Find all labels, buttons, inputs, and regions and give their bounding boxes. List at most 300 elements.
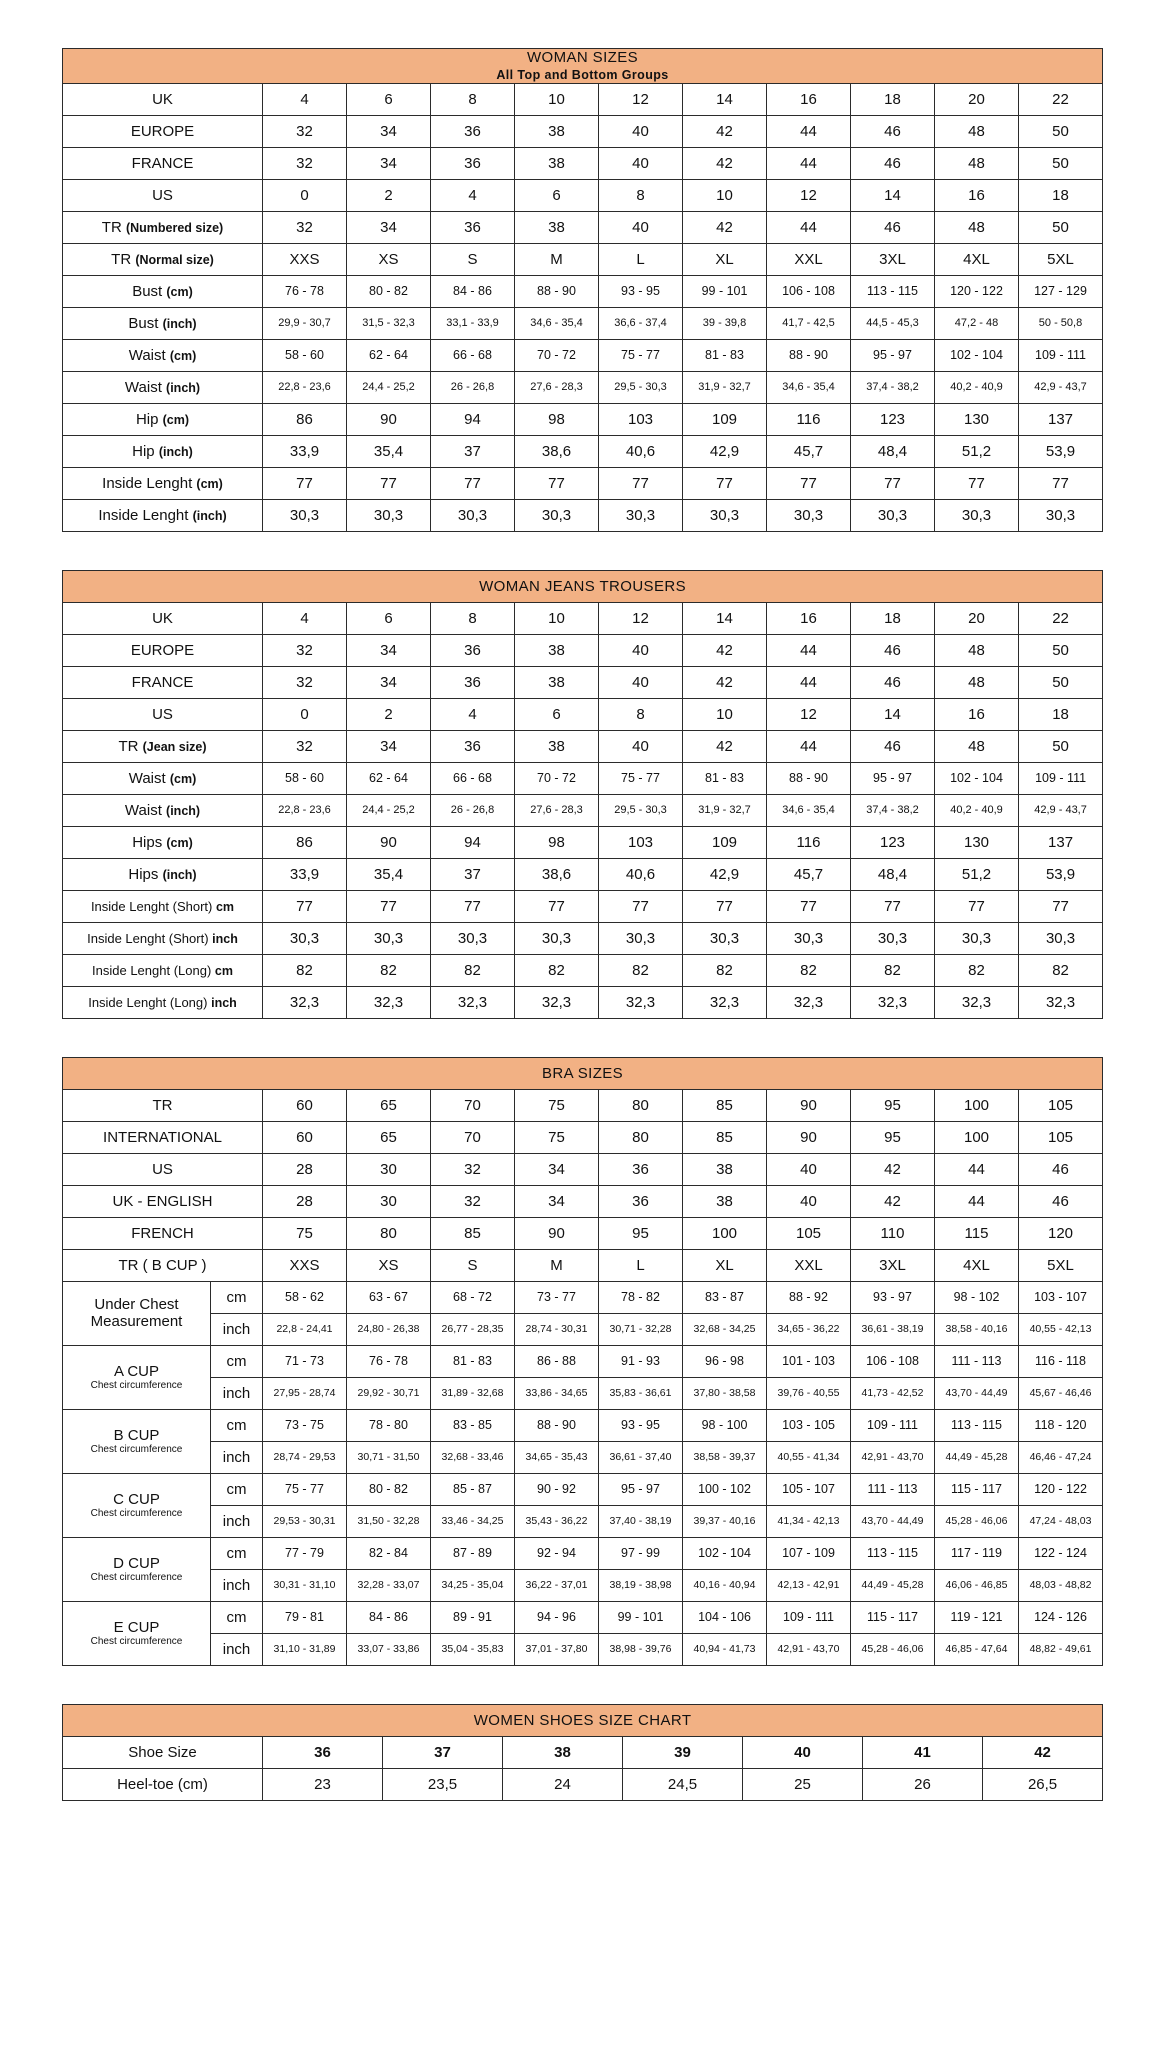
cell: 48 — [935, 147, 1019, 179]
cell: 109 - 111 — [1019, 762, 1103, 794]
cell: 40 — [599, 147, 683, 179]
label-text: A CUP — [113, 1363, 159, 1381]
cell: 77 — [347, 467, 431, 499]
label-subtext: (Normal size) — [135, 252, 214, 267]
cell: 36 — [599, 1185, 683, 1217]
row-label-europe — [63, 634, 263, 666]
cell: 113 - 115 — [851, 1537, 935, 1569]
cell: 80 — [599, 1121, 683, 1153]
cell: 4XL — [935, 1249, 1019, 1281]
cell: 93 - 95 — [599, 1409, 683, 1441]
cell: 47,2 - 48 — [935, 307, 1019, 339]
cell: 10 — [515, 83, 599, 115]
table-row — [63, 371, 1103, 403]
cell: 42 — [683, 147, 767, 179]
cell: 30,3 — [263, 499, 347, 531]
row-label-b-cup — [63, 1409, 211, 1473]
cell: 77 — [431, 467, 515, 499]
unit-inch: inch — [211, 1633, 263, 1665]
cell: 38,6 — [515, 858, 599, 890]
cell: 36,22 - 37,01 — [515, 1569, 599, 1601]
cell: 48,4 — [851, 435, 935, 467]
cell: 130 — [935, 403, 1019, 435]
cell: 40 — [599, 666, 683, 698]
cell: 30,3 — [515, 922, 599, 954]
cell: 30 — [347, 1153, 431, 1185]
cell: 36,6 - 37,4 — [599, 307, 683, 339]
cell: 23,5 — [383, 1768, 503, 1800]
cell: 120 — [1019, 1217, 1103, 1249]
cell: 122 - 124 — [1019, 1537, 1103, 1569]
label-subtext: Chest circumference — [90, 1636, 183, 1648]
cell: 86 — [263, 826, 347, 858]
label-text: Bust — [132, 282, 163, 300]
cell: L — [599, 1249, 683, 1281]
cell: 41,7 - 42,5 — [767, 307, 851, 339]
label-unit: (cm) — [162, 412, 190, 427]
table-row — [63, 1249, 1103, 1281]
cell: 32,3 — [767, 986, 851, 1018]
woman-sizes-table — [62, 48, 1103, 532]
cell: 6 — [347, 602, 431, 634]
cell: 28,74 - 30,31 — [515, 1313, 599, 1345]
cell: 78 - 82 — [599, 1281, 683, 1313]
cell: 36 — [431, 115, 515, 147]
cell: 78 - 80 — [347, 1409, 431, 1441]
cell: 77 — [1019, 890, 1103, 922]
cell: 98 — [515, 826, 599, 858]
cell: 81 - 83 — [683, 339, 767, 371]
unit-inch: inch — [211, 1313, 263, 1345]
cell: 16 — [935, 179, 1019, 211]
cell: 4 — [263, 602, 347, 634]
cell: 87 - 89 — [431, 1537, 515, 1569]
cell: 30,3 — [599, 499, 683, 531]
row-label-inside-short-cm — [63, 890, 263, 922]
cell: 25 — [743, 1768, 863, 1800]
row-label-uk — [63, 83, 263, 115]
women-shoes-table — [62, 1704, 1103, 1801]
cell: 44 — [935, 1185, 1019, 1217]
table-row — [63, 307, 1103, 339]
row-label-waist-cm — [63, 339, 263, 371]
cell: 84 - 86 — [431, 275, 515, 307]
cell: 34,6 - 35,4 — [515, 307, 599, 339]
cell: 41,34 - 42,13 — [767, 1505, 851, 1537]
cell: 75 - 77 — [599, 339, 683, 371]
cell: 82 — [599, 954, 683, 986]
cell: XL — [683, 243, 767, 275]
cell: 105 — [1019, 1121, 1103, 1153]
cell: 48 — [935, 730, 1019, 762]
cell: 44 — [767, 730, 851, 762]
cell: 107 - 109 — [767, 1537, 851, 1569]
cell: 42 — [683, 666, 767, 698]
cell: 44,49 - 45,28 — [935, 1441, 1019, 1473]
cell: 120 - 122 — [1019, 1473, 1103, 1505]
cell: 85 - 87 — [431, 1473, 515, 1505]
cell: 26,5 — [983, 1768, 1103, 1800]
cell: 40,6 — [599, 435, 683, 467]
label-text: Waist — [128, 346, 166, 364]
cell: 53,9 — [1019, 435, 1103, 467]
label-text: Waist — [128, 769, 166, 787]
cell: 33,9 — [263, 858, 347, 890]
cell: 48,4 — [851, 858, 935, 890]
cell: 51,2 — [935, 435, 1019, 467]
cell: 137 — [1019, 826, 1103, 858]
row-label-france — [63, 666, 263, 698]
cell: 77 — [851, 467, 935, 499]
cell: L — [599, 243, 683, 275]
cell: 24 — [503, 1768, 623, 1800]
table-row — [63, 467, 1103, 499]
cell: 63 - 67 — [347, 1281, 431, 1313]
cell: 83 - 85 — [431, 1409, 515, 1441]
cell: 77 — [599, 467, 683, 499]
cell: 95 - 97 — [851, 762, 935, 794]
cell: 46 — [1019, 1153, 1103, 1185]
row-label-hip-inch — [63, 435, 263, 467]
cell: 14 — [851, 698, 935, 730]
label-text: Bust — [128, 314, 159, 332]
cell: 111 - 113 — [935, 1345, 1019, 1377]
label-text: D CUP — [113, 1555, 160, 1573]
cell: 2 — [347, 179, 431, 211]
cell: 31,50 - 32,28 — [347, 1505, 431, 1537]
cell: 32 — [263, 666, 347, 698]
cell: 106 - 108 — [851, 1345, 935, 1377]
cell: 82 - 84 — [347, 1537, 431, 1569]
table-row — [63, 1473, 1103, 1505]
cell: 30,3 — [347, 922, 431, 954]
cell: 80 — [599, 1089, 683, 1121]
label-text: TR — [111, 250, 132, 268]
cell: 33,86 - 34,65 — [515, 1377, 599, 1409]
cell: 30,3 — [1019, 922, 1103, 954]
cell: 36,61 - 37,40 — [599, 1441, 683, 1473]
cell: 66 - 68 — [431, 762, 515, 794]
table-row — [63, 1313, 1103, 1345]
cell: 117 - 119 — [935, 1537, 1019, 1569]
row-label-us — [63, 698, 263, 730]
label-subtext: (Numbered size) — [125, 220, 224, 235]
row-label-inside-short-inch — [63, 922, 263, 954]
label-unit: inch — [211, 995, 237, 1010]
cell: 82 — [851, 954, 935, 986]
cell: 31,9 - 32,7 — [683, 794, 767, 826]
cell: 100 — [935, 1089, 1019, 1121]
cell: 36 — [431, 666, 515, 698]
cell: 38 — [683, 1153, 767, 1185]
cell: 98 — [515, 403, 599, 435]
cell: 4XL — [935, 243, 1019, 275]
cell: 35,43 - 36,22 — [515, 1505, 599, 1537]
row-label-international: INTERNATIONAL — [63, 1121, 263, 1153]
cell: 33,9 — [263, 435, 347, 467]
cell: XXL — [767, 243, 851, 275]
cell: 18 — [851, 83, 935, 115]
cell: 60 — [263, 1121, 347, 1153]
cell: 32,3 — [347, 986, 431, 1018]
cell: 94 — [431, 826, 515, 858]
label-unit: cm — [214, 963, 233, 978]
cell: 48,82 - 49,61 — [1019, 1633, 1103, 1665]
cell: 40,6 — [599, 858, 683, 890]
cell: 38 — [515, 211, 599, 243]
table-row — [63, 403, 1103, 435]
cell: 58 - 60 — [263, 762, 347, 794]
cell: 6 — [347, 83, 431, 115]
cell: 32 — [263, 634, 347, 666]
cell: 30,3 — [431, 499, 515, 531]
cell: 75 - 77 — [599, 762, 683, 794]
cell: 91 - 93 — [599, 1345, 683, 1377]
cell: 29,5 - 30,3 — [599, 371, 683, 403]
cell: 42,9 - 43,7 — [1019, 794, 1103, 826]
cell: 77 — [767, 890, 851, 922]
table-row — [63, 602, 1103, 634]
cell: 29,53 - 30,31 — [263, 1505, 347, 1537]
cell: 34,6 - 35,4 — [767, 794, 851, 826]
cell: 24,80 - 26,38 — [347, 1313, 431, 1345]
cell: 37 — [431, 858, 515, 890]
cell: 82 — [767, 954, 851, 986]
cell: 40 — [599, 115, 683, 147]
cell: 42,9 — [683, 858, 767, 890]
label-unit: (cm) — [166, 284, 193, 299]
cell: 46 — [851, 634, 935, 666]
cell: 24,4 - 25,2 — [347, 794, 431, 826]
cell: 42,13 - 42,91 — [767, 1569, 851, 1601]
table-row — [63, 1121, 1103, 1153]
cell: 38 — [503, 1736, 623, 1768]
unit-cm: cm — [211, 1473, 263, 1505]
cell: 42 — [683, 211, 767, 243]
cell: 30,3 — [431, 922, 515, 954]
label-text: C CUP — [113, 1491, 160, 1509]
label-text: EUROPE — [130, 641, 195, 659]
cell: 44 — [767, 634, 851, 666]
row-label-europe — [63, 115, 263, 147]
cell: 38 — [515, 666, 599, 698]
cell: 81 - 83 — [431, 1345, 515, 1377]
title-text: WOMAN SIZES — [526, 49, 639, 66]
cell: 109 - 111 — [1019, 339, 1103, 371]
cell: 33,07 - 33,86 — [347, 1633, 431, 1665]
cell: 29,5 - 30,3 — [599, 794, 683, 826]
cell: 40,2 - 40,9 — [935, 371, 1019, 403]
cell: 12 — [767, 698, 851, 730]
table-row — [63, 1153, 1103, 1185]
cell: 40,94 - 41,73 — [683, 1633, 767, 1665]
table-row — [63, 83, 1103, 115]
cell: 41 — [863, 1736, 983, 1768]
cell: 38,19 - 38,98 — [599, 1569, 683, 1601]
cell: 47,24 - 48,03 — [1019, 1505, 1103, 1537]
table-title-row — [63, 1057, 1103, 1089]
cell: 28,74 - 29,53 — [263, 1441, 347, 1473]
cell: 48 — [935, 666, 1019, 698]
cell: 98 - 100 — [683, 1409, 767, 1441]
cell: 26 - 26,8 — [431, 371, 515, 403]
cell: 38 — [515, 634, 599, 666]
cell: 65 — [347, 1089, 431, 1121]
table-row — [63, 115, 1103, 147]
cell: 40,2 - 40,9 — [935, 794, 1019, 826]
cell: 53,9 — [1019, 858, 1103, 890]
cell: M — [515, 243, 599, 275]
cell: 65 — [347, 1121, 431, 1153]
cell: 88 - 90 — [767, 762, 851, 794]
label-unit: (cm) — [166, 835, 193, 850]
row-label-us: US — [63, 1153, 263, 1185]
row-label-tr-b-cup: TR ( B CUP ) — [63, 1249, 263, 1281]
cell: 31,9 - 32,7 — [683, 371, 767, 403]
label-subtext: (Jean size) — [142, 739, 207, 754]
cell: 82 — [347, 954, 431, 986]
label-unit: inch — [212, 931, 238, 946]
cell: 46,46 - 47,24 — [1019, 1441, 1103, 1473]
cell: 50 — [1019, 730, 1103, 762]
cell: 5XL — [1019, 243, 1103, 275]
cell: 102 - 104 — [683, 1537, 767, 1569]
unit-inch: inch — [211, 1505, 263, 1537]
cell: 34,25 - 35,04 — [431, 1569, 515, 1601]
cell: 32,3 — [851, 986, 935, 1018]
cell: 30,3 — [263, 922, 347, 954]
cell: 22,8 - 24,41 — [263, 1313, 347, 1345]
table-row — [63, 762, 1103, 794]
cell: 111 - 113 — [851, 1473, 935, 1505]
cell: 22,8 - 23,6 — [263, 794, 347, 826]
cell: 48 — [935, 211, 1019, 243]
label-text: Inside Lenght (Long) — [92, 962, 212, 978]
cell: 4 — [431, 179, 515, 211]
cell: 99 - 101 — [683, 275, 767, 307]
cell: 77 — [683, 467, 767, 499]
row-label-french: FRENCH — [63, 1217, 263, 1249]
cell: S — [431, 1249, 515, 1281]
cell: 39,37 - 40,16 — [683, 1505, 767, 1537]
cell: 16 — [935, 698, 1019, 730]
cell: 16 — [767, 602, 851, 634]
cell: 100 — [935, 1121, 1019, 1153]
cell: 32 — [263, 115, 347, 147]
table-row — [63, 1505, 1103, 1537]
cell: 20 — [935, 83, 1019, 115]
cell: 71 - 73 — [263, 1345, 347, 1377]
cell: 37 — [383, 1736, 503, 1768]
label-text: Inside Lenght (Short) — [87, 930, 209, 946]
cell: 38,58 - 40,16 — [935, 1313, 1019, 1345]
woman-jeans-table — [62, 570, 1103, 1019]
table-row — [63, 826, 1103, 858]
cell: 48,03 - 48,82 — [1019, 1569, 1103, 1601]
row-label-under-chest — [63, 1281, 211, 1345]
cell: 4 — [263, 83, 347, 115]
cell: 40 — [599, 634, 683, 666]
cell: 30,31 - 31,10 — [263, 1569, 347, 1601]
cell: 22 — [1019, 83, 1103, 115]
cell: 30,3 — [515, 499, 599, 531]
cell: 46 — [851, 730, 935, 762]
cell: 42,91 - 43,70 — [851, 1441, 935, 1473]
cell: 82 — [431, 954, 515, 986]
cell: 10 — [683, 698, 767, 730]
cell: 14 — [851, 179, 935, 211]
cell: 44 — [767, 666, 851, 698]
label-unit: (inch) — [158, 444, 193, 459]
cell: 85 — [683, 1089, 767, 1121]
cell: 35,4 — [347, 858, 431, 890]
label-unit: (inch) — [162, 316, 197, 331]
table-title-row — [63, 49, 1103, 84]
cell: 26 - 26,8 — [431, 794, 515, 826]
cell: 32,3 — [935, 986, 1019, 1018]
cell: 38 — [515, 115, 599, 147]
cell: 27,95 - 28,74 — [263, 1377, 347, 1409]
cell: 6 — [515, 179, 599, 211]
cell: 23 — [263, 1768, 383, 1800]
cell: 90 — [767, 1121, 851, 1153]
cell: 103 — [599, 826, 683, 858]
label-text: EUROPE — [130, 122, 195, 140]
cell: 44,5 - 45,3 — [851, 307, 935, 339]
cell: 75 — [515, 1089, 599, 1121]
row-label-c-cup — [63, 1473, 211, 1537]
cell: 77 - 79 — [263, 1537, 347, 1569]
cell: 98 - 102 — [935, 1281, 1019, 1313]
cell: 80 - 82 — [347, 275, 431, 307]
cell: 123 — [851, 403, 935, 435]
row-label-inside-length-inch — [63, 499, 263, 531]
cell: 102 - 104 — [935, 339, 1019, 371]
cell: 8 — [599, 179, 683, 211]
cell: 89 - 91 — [431, 1601, 515, 1633]
cell: 137 — [1019, 403, 1103, 435]
cell: XXL — [767, 1249, 851, 1281]
cell: 40,55 - 42,13 — [1019, 1313, 1103, 1345]
cell: 77 — [347, 890, 431, 922]
table-row — [63, 1409, 1103, 1441]
cell: 31,89 - 32,68 — [431, 1377, 515, 1409]
cell: 22 — [1019, 602, 1103, 634]
cell: 50 — [1019, 115, 1103, 147]
cell: 30,3 — [935, 922, 1019, 954]
cell: 32 — [431, 1153, 515, 1185]
label-text: Inside Lenght — [102, 474, 193, 492]
cell: 75 - 77 — [263, 1473, 347, 1505]
cell: 35,83 - 36,61 — [599, 1377, 683, 1409]
cell: 34 — [347, 666, 431, 698]
label-text: Hip — [132, 442, 155, 460]
cell: 36 — [431, 147, 515, 179]
cell: 40 — [767, 1153, 851, 1185]
cell: 115 — [935, 1217, 1019, 1249]
cell: 40 — [599, 730, 683, 762]
label-subtext: Chest circumference — [90, 1444, 183, 1456]
label-subtext: Chest circumference — [90, 1572, 183, 1584]
cell: 105 — [767, 1217, 851, 1249]
label-unit: (inch) — [162, 867, 197, 882]
cell: XS — [347, 243, 431, 275]
cell: 113 - 115 — [851, 275, 935, 307]
row-label-inside-length-cm — [63, 467, 263, 499]
cell: 12 — [599, 83, 683, 115]
table-row — [63, 211, 1103, 243]
table-row — [63, 954, 1103, 986]
